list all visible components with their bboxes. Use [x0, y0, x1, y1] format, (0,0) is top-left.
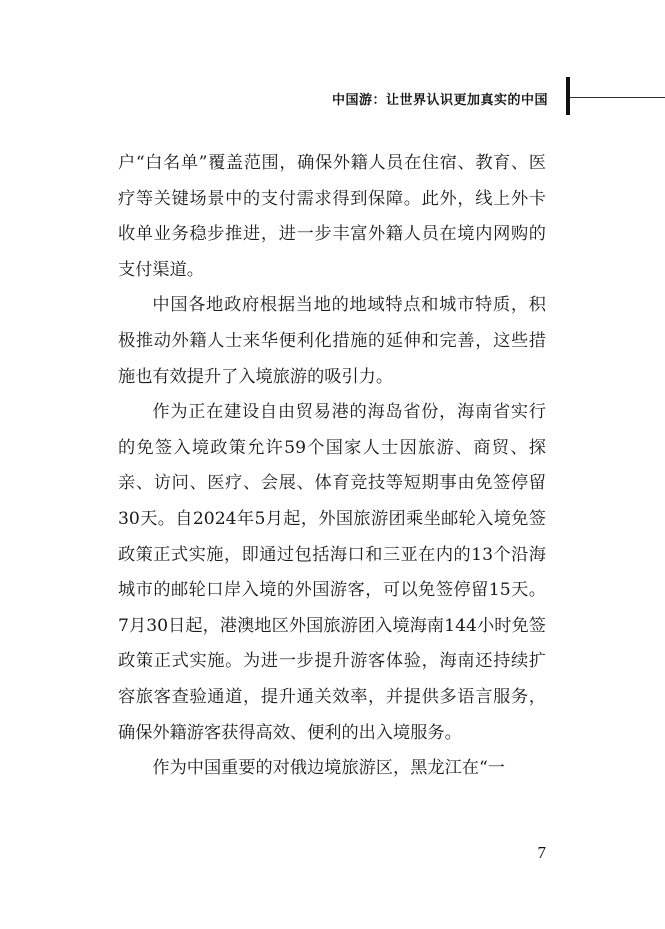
header-vertical-bar	[566, 77, 570, 115]
page-number: 7	[537, 843, 546, 862]
running-header-title: 中国游：让世界认识更加真实的中国	[331, 93, 548, 108]
header-rule-line	[570, 97, 665, 98]
body-text	[118, 146, 546, 787]
paragraph: 作为正在建设自由贸易港的海岛省份，海南省实行的免签入境政策允许59个国家人士因旅游、商贸、探亲、访问、医疗、会展、体育竞技等短期事由免签停留30天。自2024年5月起，外国旅游团乘坐邮轮入境免签政策正式实施，即通过包括海口和三亚在内的13个沿海城市的邮轮口岸入境的外国游客，可以免签停留15天。7月30日起，港澳地区外国旅游团入境海南144小时免签政策正式实施。为进一步提升游客体验，海南还持续扩容旅客查验通道，提升通关效率，并提供多语言服务，确保外籍游客获得高效、便利的出入境服务。	[118, 402, 546, 743]
paragraph: 中国各地政府根据当地的地域特点和城市特质，积极推动外籍人士来华便利化措施的延伸和完善，这些措施也有效提升了入境旅游的吸引力。	[118, 295, 546, 387]
paragraph: 作为中国重要的对俄边境旅游区，黑龙江在“一	[152, 758, 505, 779]
paragraph-continued: 户“白名单”覆盖范围，确保外籍人员在住宿、教育、医疗等关键场景中的支付需求得到保障。此外，线上外卡收单业务稳步推进，进一步丰富外籍人员在境内网购的支付渠道。	[118, 153, 546, 280]
